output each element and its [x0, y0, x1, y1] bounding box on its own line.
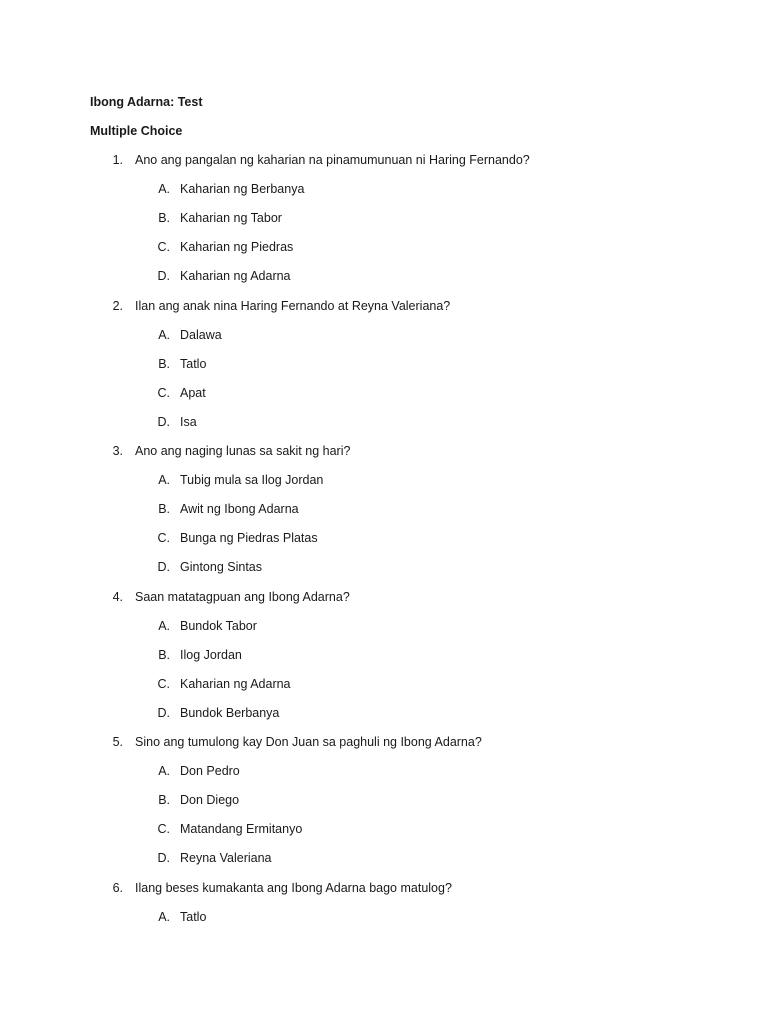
choice-text: Matandang Ermitanyo	[180, 822, 303, 837]
choice-letter: B.	[158, 647, 170, 662]
choice-letter: C.	[157, 385, 170, 400]
choice-text: Tatlo	[180, 909, 207, 924]
choice-letter: C.	[157, 676, 170, 691]
question-text: Sino ang tumulong kay Don Juan sa paghuli ng Ibong Adarna?	[135, 735, 482, 749]
choice-letter: D.	[157, 269, 170, 284]
choice-letter: A.	[158, 909, 170, 924]
choice-letter: C.	[157, 240, 170, 255]
choice-letter: A.	[158, 182, 170, 197]
choice-text: Bundok Berbanya	[180, 705, 280, 720]
choice-letter: B.	[158, 793, 170, 808]
choice-letter: A.	[158, 618, 170, 633]
question-number: 3.	[112, 444, 123, 458]
choice-letter: C.	[157, 531, 170, 546]
choice-text: Tatlo	[180, 356, 207, 371]
choice-letter: A.	[158, 327, 170, 342]
choice-text: Isa	[180, 414, 197, 429]
document-title: Ibong Adarna: Test	[90, 95, 203, 109]
choice-text: Bundok Tabor	[180, 618, 257, 633]
question-text: Ilang beses kumakanta ang Ibong Adarna bago matulog?	[135, 880, 452, 895]
choice-text: Kaharian ng Adarna	[180, 676, 291, 691]
choice-letter: B.	[158, 211, 170, 226]
section-heading: Multiple Choice	[90, 124, 183, 138]
choice-text: Kaharian ng Adarna	[180, 269, 291, 284]
question-text: Ano ang pangalan ng kaharian na pinamumunuan ni Haring Fernando?	[135, 153, 530, 167]
question-number: 1.	[112, 153, 123, 167]
choice-text: Reyna Valeriana	[180, 851, 272, 866]
choice-text: Apat	[180, 385, 206, 400]
question-number: 2.	[112, 298, 123, 313]
question-text: Saan matatagpuan ang Ibong Adarna?	[135, 589, 350, 604]
choice-letter: D.	[157, 560, 170, 575]
choice-letter: B.	[158, 356, 170, 371]
choice-letter: A.	[158, 473, 170, 488]
choice-text: Dalawa	[180, 327, 222, 342]
choice-text: Gintong Sintas	[180, 560, 262, 575]
choice-letter: B.	[158, 502, 170, 517]
question-number: 6.	[112, 880, 123, 895]
choice-text: Kaharian ng Berbanya	[180, 182, 305, 197]
question-number: 5.	[112, 735, 123, 749]
choice-text: Ilog Jordan	[180, 647, 242, 662]
question-text: Ano ang naging lunas sa sakit ng hari?	[135, 444, 351, 458]
choice-text: Don Diego	[180, 793, 240, 808]
choice-letter: A.	[158, 764, 170, 779]
choice-letter: D.	[157, 851, 170, 866]
choice-text: Kaharian ng Tabor	[180, 211, 282, 226]
choice-text: Don Pedro	[180, 764, 240, 779]
question-number: 4.	[112, 589, 123, 604]
choice-text: Tubig mula sa Ilog Jordan	[180, 473, 324, 488]
question-text: Ilan ang anak nina Haring Fernando at Reyna Valeriana?	[135, 298, 451, 313]
choice-text: Bunga ng Piedras Platas	[180, 531, 318, 546]
choice-letter: D.	[157, 414, 170, 429]
choice-letter: D.	[157, 705, 170, 720]
choice-text: Kaharian ng Piedras	[180, 240, 294, 255]
choice-letter: C.	[157, 822, 170, 837]
choice-text: Awit ng Ibong Adarna	[180, 502, 299, 517]
